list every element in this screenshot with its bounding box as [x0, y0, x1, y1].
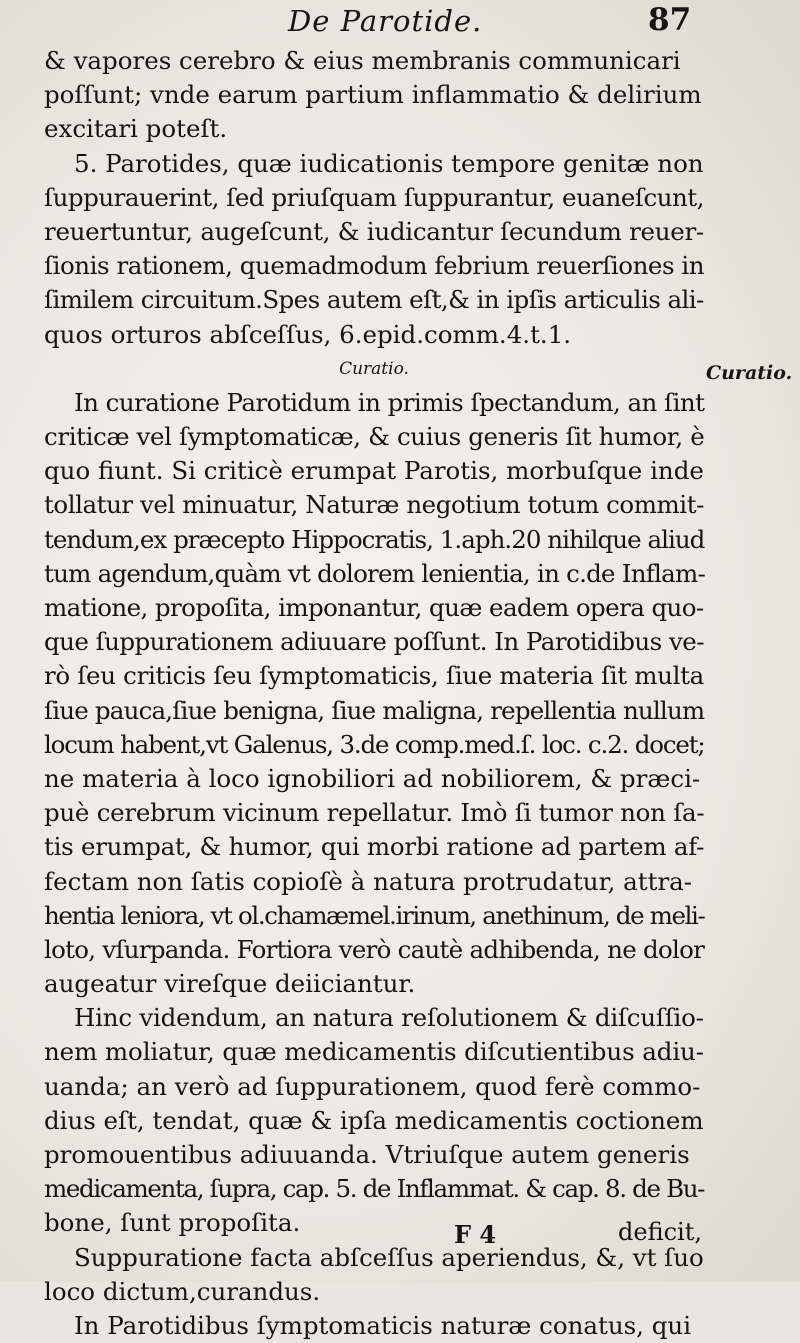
text-line: que ſuppurationem adiuuare poſſunt. In Parotidibus ve-: [44, 627, 704, 657]
text-line: excitari poteſt.: [44, 114, 228, 144]
text-line: 5. Parotides, quæ iudicationis tempore genitæ non: [74, 148, 704, 178]
text-line: In curatione Parotidum in primis ſpectandum, an ſint: [74, 387, 705, 417]
text-line: promouentibus adiuuanda. Vtriuſque autem generis: [44, 1140, 690, 1169]
text-line: uanda; an verò ad ſuppurationem, quod ferè commo-: [44, 1071, 701, 1101]
text-line: tum agendum,quàm vt dolorem lenientia, in c.de Inflam-: [44, 558, 705, 588]
text-line: medicamenta, ſupra, cap. 5. de Inflammat. & cap. 8. de Bu-: [44, 1174, 705, 1204]
running-head: De Parotide.: [288, 4, 483, 38]
text-line: & vapores cerebro & eius membranis communicari: [44, 46, 681, 75]
text-line: locum habent,vt Galenus, 3.de comp.med.ſ. loc. c.2. docet;: [44, 729, 705, 759]
text-line: ſuppurauerint, ſed priuſquam ſuppurantur, euaneſcunt,: [44, 182, 704, 212]
body-text: [44, 44, 704, 1343]
text-line: Hinc videndum, an natura reſolutionem & diſcuſſio-: [74, 1003, 704, 1033]
text-line: bone, ſunt propoſita.: [44, 1208, 301, 1238]
text-line: poſſunt; vnde earum partium inflammatio & delirium: [44, 80, 702, 110]
text-line: ſiue pauca,ſiue benigna, ſiue maligna, repellentia nullum: [44, 695, 705, 725]
text-line: tis erumpat, & humor, qui morbi ratione ad partem af-: [44, 832, 705, 862]
catchword: deficit,: [618, 1218, 702, 1246]
text-line: ne materia à loco ignobiliori ad nobiliorem, & præci-: [44, 763, 701, 793]
text-line: nem moliatur, quæ medicamentis diſcutientibus adiu-: [44, 1037, 704, 1067]
text-line: fectam non ſatis copioſè à natura protrudatur, attra-: [44, 866, 693, 896]
text-line: criticæ vel ſymptomaticæ, & cuius generis ſit humor, è: [44, 422, 705, 452]
signature-mark: F 4: [454, 1220, 497, 1249]
text-line: augeatur vireſque deiiciantur.: [44, 969, 416, 999]
text-line: Suppuratione facta abſceſſus aperiendus, &, vt ſuo: [74, 1242, 704, 1272]
text-line: loco dictum,curandus.: [44, 1276, 321, 1306]
text-line: In Parotidibus ſymptomaticis naturæ conatus, qui: [74, 1310, 692, 1340]
margin-note: Curatio.: [706, 362, 793, 384]
text-line: dius eſt, tendat, quæ & ipſa medicamentis coctionem: [44, 1105, 704, 1135]
text-line: matione, propoſita, imponantur, quæ eadem opera quo-: [44, 593, 704, 622]
text-line: tendum,ex præcepto Hippocratis, 1.aph.20 nihilque aliud: [44, 524, 705, 554]
text-line: rò ſeu criticis ſeu ſymptomaticis, ſiue materia ſit multa: [44, 661, 704, 691]
text-line: ſimilem circuitum.Spes autem eſt,& in ipſis articulis ali-: [44, 285, 704, 315]
page-number: 87: [648, 2, 692, 38]
page-footer: [0, 1218, 800, 1258]
section-heading: Curatio.: [339, 358, 409, 379]
text-line: loto, vſurpanda. Fortiora verò cautè adhibenda, ne dolor: [44, 934, 705, 964]
text-line: ſionis rationem, quemadmodum febrium reuerſiones in: [44, 251, 705, 281]
text-line: puè cerebrum vicinum repellatur. Imò ſi tumor non ſa-: [44, 798, 705, 828]
text-line: hentia leniora, vt ol.chamæmel.irinum, anethinum, de meli-: [44, 900, 705, 930]
text-line: quo fiunt. Si criticè erumpat Parotis, morbuſque inde: [44, 456, 704, 486]
text-line: tollatur vel minuatur, Naturæ negotium totum commit-: [44, 490, 704, 520]
page-header: [0, 2, 800, 42]
text-line: quos orturos abſceſſus, 6.epid.comm.4.t.1.: [44, 319, 572, 349]
text-line: reuertuntur, augeſcunt, & iudicantur ſecundum reuer-: [44, 216, 704, 246]
